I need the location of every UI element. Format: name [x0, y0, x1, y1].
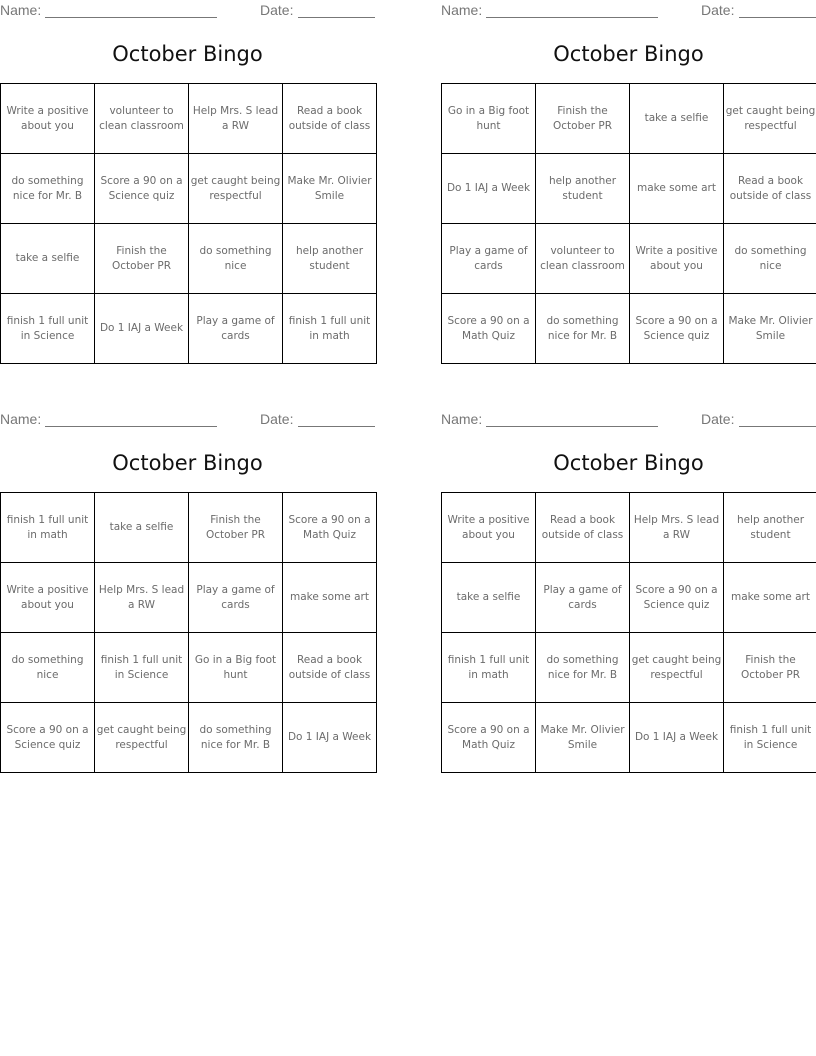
name-blank-line — [486, 426, 658, 427]
name-blank-line — [486, 17, 658, 18]
grid-row — [1, 154, 377, 224]
bingo-cell: Score a 90 on a Science quiz — [95, 154, 189, 224]
bingo-cell: Read a book outside of class — [536, 493, 630, 563]
date-label: Date: — [701, 2, 735, 18]
bingo-cell: Play a game of cards — [189, 294, 283, 364]
name-label: Name: — [0, 2, 42, 18]
name-label: Name: — [0, 411, 42, 427]
name-label: Name: — [441, 2, 483, 18]
bingo-cell: Play a game of cards — [536, 563, 630, 633]
bingo-cell: Write a positive about you — [442, 493, 536, 563]
bingo-cell: do something nice — [1, 633, 95, 703]
grid-row — [442, 633, 816, 703]
bingo-cell: finish 1 full unit in Science — [1, 294, 95, 364]
name-date-header — [441, 411, 816, 429]
bingo-cell: Score a 90 on a Math Quiz — [442, 703, 536, 773]
bingo-cell: Finish the October PR — [95, 224, 189, 294]
bingo-cell: Read a book outside of class — [283, 84, 377, 154]
bingo-grid — [441, 492, 816, 773]
bingo-cell: take a selfie — [1, 224, 95, 294]
bingo-cell: Finish the October PR — [536, 84, 630, 154]
bingo-cell: Do 1 IAJ a Week — [442, 154, 536, 224]
bingo-cell: Go in a Big foot hunt — [442, 84, 536, 154]
bingo-cell: finish 1 full unit in math — [442, 633, 536, 703]
bingo-cell: get caught being respectful — [630, 633, 724, 703]
bingo-cell: Go in a Big foot hunt — [189, 633, 283, 703]
bingo-cell: finish 1 full unit in math — [283, 294, 377, 364]
bingo-cell: Do 1 IAJ a Week — [283, 703, 377, 773]
date-label: Date: — [260, 2, 294, 18]
grid-row — [1, 294, 377, 364]
card-title: October Bingo — [553, 42, 704, 66]
name-label: Name: — [441, 411, 483, 427]
bingo-grid — [0, 492, 377, 773]
grid-row — [1, 224, 377, 294]
name-blank-line — [45, 17, 217, 18]
name-blank-line — [45, 426, 217, 427]
bingo-cell: do something nice for Mr. B — [536, 294, 630, 364]
bingo-grid — [441, 83, 816, 364]
grid-row — [1, 563, 377, 633]
bingo-cell: do something nice for Mr. B — [189, 703, 283, 773]
bingo-cell: Help Mrs. S lead a RW — [95, 563, 189, 633]
bingo-cell: Finish the October PR — [189, 493, 283, 563]
bingo-cell: Score a 90 on a Science quiz — [630, 294, 724, 364]
bingo-cell: take a selfie — [630, 84, 724, 154]
card-title: October Bingo — [112, 42, 263, 66]
grid-row — [1, 493, 377, 563]
bingo-cell: Make Mr. Olivier Smile — [283, 154, 377, 224]
bingo-cell: get caught being respectful — [189, 154, 283, 224]
bingo-cell: do something nice — [724, 224, 816, 294]
name-date-header — [0, 411, 375, 429]
bingo-cell: volunteer to clean classroom — [95, 84, 189, 154]
grid-row — [442, 493, 816, 563]
bingo-cell: Help Mrs. S lead a RW — [189, 84, 283, 154]
date-label: Date: — [260, 411, 294, 427]
bingo-cell: do something nice for Mr. B — [1, 154, 95, 224]
bingo-cell: Make Mr. Olivier Smile — [724, 294, 816, 364]
card-title: October Bingo — [553, 451, 704, 475]
grid-row — [442, 84, 816, 154]
grid-row — [442, 563, 816, 633]
grid-row — [442, 703, 816, 773]
grid-row — [1, 703, 377, 773]
bingo-cell: make some art — [630, 154, 724, 224]
bingo-cell: finish 1 full unit in Science — [95, 633, 189, 703]
bingo-cell: Write a positive about you — [1, 84, 95, 154]
bingo-cell: Read a book outside of class — [283, 633, 377, 703]
bingo-cell: Help Mrs. S lead a RW — [630, 493, 724, 563]
grid-row — [442, 294, 816, 364]
bingo-cell: finish 1 full unit in math — [1, 493, 95, 563]
bingo-cell: Score a 90 on a Math Quiz — [442, 294, 536, 364]
card-title: October Bingo — [112, 451, 263, 475]
name-date-header — [441, 2, 816, 20]
bingo-cell: Do 1 IAJ a Week — [630, 703, 724, 773]
date-blank-line — [298, 17, 375, 18]
grid-row — [442, 154, 816, 224]
bingo-cell: help another student — [724, 493, 816, 563]
bingo-cell: take a selfie — [95, 493, 189, 563]
bingo-grid — [0, 83, 377, 364]
bingo-cell: make some art — [283, 563, 377, 633]
bingo-cell: Score a 90 on a Science quiz — [1, 703, 95, 773]
bingo-cell: do something nice for Mr. B — [536, 633, 630, 703]
bingo-cell: finish 1 full unit in Science — [724, 703, 816, 773]
bingo-cell: Write a positive about you — [630, 224, 724, 294]
bingo-cell: volunteer to clean classroom — [536, 224, 630, 294]
bingo-cell: Play a game of cards — [442, 224, 536, 294]
bingo-cell: help another student — [536, 154, 630, 224]
bingo-cell: get caught being respectful — [95, 703, 189, 773]
bingo-cell: Score a 90 on a Science quiz — [630, 563, 724, 633]
date-blank-line — [298, 426, 375, 427]
date-label: Date: — [701, 411, 735, 427]
bingo-cell: Score a 90 on a Math Quiz — [283, 493, 377, 563]
bingo-cell: Write a positive about you — [1, 563, 95, 633]
grid-row — [442, 224, 816, 294]
grid-row — [1, 84, 377, 154]
bingo-cell: help another student — [283, 224, 377, 294]
bingo-cell: get caught being respectful — [724, 84, 816, 154]
bingo-cell: Play a game of cards — [189, 563, 283, 633]
bingo-cell: Finish the October PR — [724, 633, 816, 703]
date-blank-line — [739, 17, 816, 18]
date-blank-line — [739, 426, 816, 427]
bingo-cell: Do 1 IAJ a Week — [95, 294, 189, 364]
bingo-cell: Read a book outside of class — [724, 154, 816, 224]
bingo-cell: take a selfie — [442, 563, 536, 633]
bingo-cell: do something nice — [189, 224, 283, 294]
bingo-cell: Make Mr. Olivier Smile — [536, 703, 630, 773]
grid-row — [1, 633, 377, 703]
name-date-header — [0, 2, 375, 20]
bingo-cell: make some art — [724, 563, 816, 633]
